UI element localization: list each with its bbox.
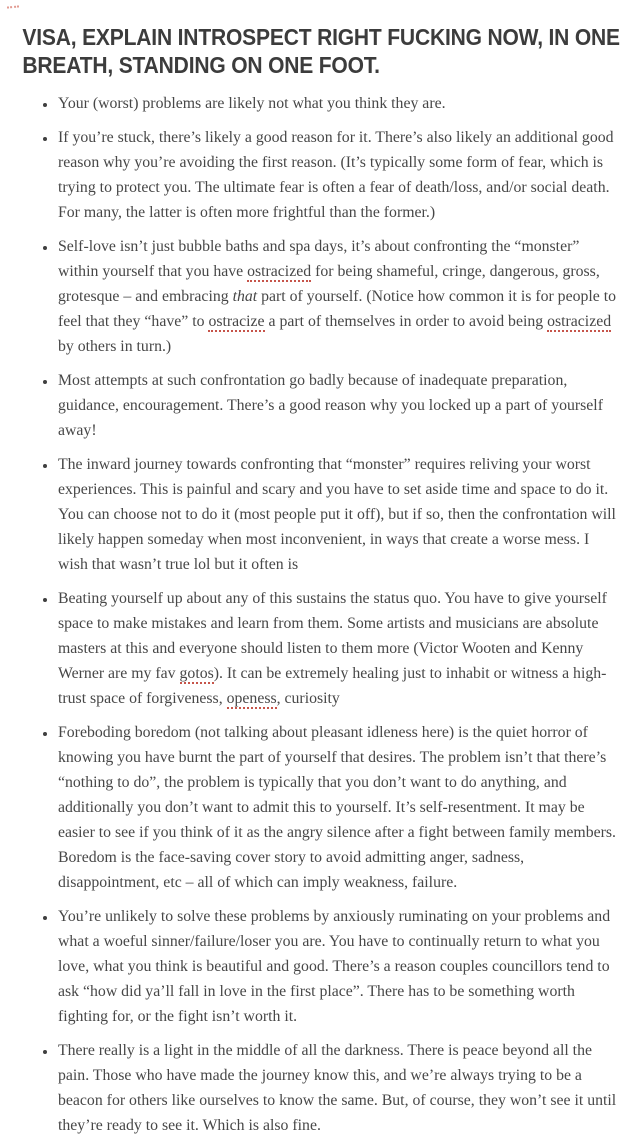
text-segment: for being shameful, cringe, dangerous, gross, grotesque – and embracing	[58, 263, 600, 305]
misspelled-word: gotos	[179, 665, 214, 682]
list-item	[57, 452, 622, 577]
bullet-list	[0, 91, 640, 1138]
list-item	[57, 368, 622, 443]
misspelled-word: openess	[226, 690, 277, 707]
text-segment: If you’re stuck, there’s likely a good reason for it. There’s also likely an additional good reason why you’re avoiding the first reason. (It’s typically some form of fear, which is trying to protect you. The ultimate fear is often a fear of death/loss, and/or social death. For many, the latter is often more frightful than the former.)	[58, 129, 614, 221]
page-title-line-2: BREATH, STANDING ON ONE FOOT.	[22, 51, 380, 78]
misspelled-word: ostracized	[547, 313, 612, 330]
text-segment: Most attempts at such confrontation go badly because of inadequate preparation, guidance, encouragement. There’s a good reason why you locked up a part of yourself away!	[58, 372, 603, 439]
text-segment: Self-love isn’t just bubble baths and spa days, it’s about confronting the “monster” within yourself that you have	[58, 238, 580, 280]
text-segment: The inward journey towards confronting that “monster” requires reliving your worst experiences. This is painful and scary and you have to set aside time and space to do it. You can choose not to do it (most people put it off), but if so, then the confrontation will likely happen someday when most inconvenient, in ways that create a worse mess. I wish that wasn’t true lol but it often is	[58, 456, 616, 573]
text-segment: Foreboding boredom (not talking about pleasant idleness here) is the quiet horror of knowing you have burnt the part of yourself that desires. The problem isn’t that there’s “nothing to do”, the problem is typically that you don’t want to do anything, and additionally you don’t want to admit this to yourself. It’s self-resentment. It may be easier to see if you think of it as the angry silence after a fight between family members. Boredom is the face-saving cover story to avoid admitting anger, sadness, disappointment, etc – all of which can imply weakness, failure.	[58, 724, 616, 891]
text-segment: Your (worst) problems are likely not what you think they are.	[58, 95, 446, 112]
misspelled-word: ostracized	[247, 263, 312, 280]
text-segment: You’re unlikely to solve these problems by anxiously ruminating on your problems and what a woeful sinner/failure/loser you are. You have to continually return to what you love, what you think is beautiful and good. There’s a reason couples councillors tend to ask “how did ya’ll fall in love in the first place”. There has to be something worth fighting for, or the fight isn’t worth it.	[58, 908, 611, 1025]
text-segment: a part of themselves in order to avoid being	[264, 313, 548, 330]
text-segment: that	[232, 288, 258, 305]
page-title-line-1: VISA, EXPLAIN INTROSPECT RIGHT FUCKING NOW, IN ONE	[22, 24, 620, 50]
text-segment: ). It can be extremely healing just to inhabit or witness a high-trust space of forgiveness,	[58, 665, 607, 707]
text-segment: part of yourself. (Notice how common it is for people to feel that they “have” to	[58, 288, 617, 330]
misspelled-word: ostracize	[208, 313, 265, 330]
list-item	[57, 904, 622, 1029]
list-item	[57, 91, 622, 116]
list-item	[57, 1038, 622, 1138]
text-segment: Beating yourself up about any of this sustains the status quo. You have to give yourself space to make mistakes and learn from them. Some artists and musicians are absolute masters at this and everyone should listen to them more (Victor Wooten and Kenny Werner are my fav	[58, 590, 607, 682]
text-segment: , curiosity	[276, 690, 340, 707]
list-item	[57, 720, 622, 895]
page-title	[0, 0, 620, 79]
text-segment: There really is a light in the middle of all the darkness. There is peace beyond all the pain. Those who have made the journey know this, and we’re always trying to be a beacon for others like ourselves to know the same. But, of course, they won’t see it until they’re ready to see it. Which is also fine.	[58, 1042, 617, 1134]
list-item	[57, 586, 622, 711]
text-segment: by others in turn.)	[58, 338, 172, 355]
list-item	[57, 125, 622, 225]
list-item	[57, 234, 622, 359]
